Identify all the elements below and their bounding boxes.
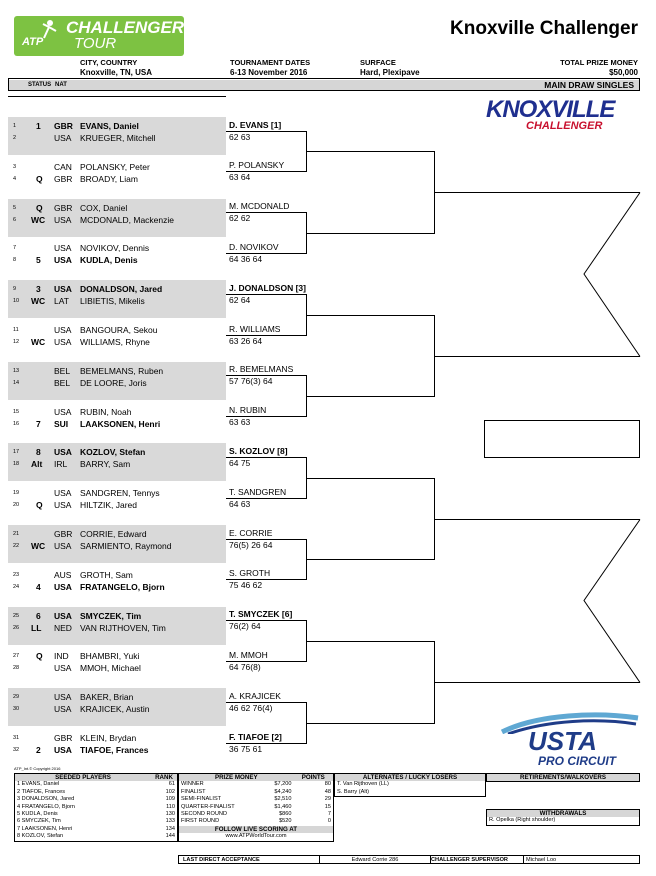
supervisor-label: CHALLENGER SUPERVISOR [431, 857, 508, 863]
player-name: HILTZIK, Jared [80, 500, 137, 511]
retirements-table [486, 773, 640, 782]
draw-position: 4 [13, 175, 17, 182]
prize-money: $860 [279, 811, 292, 818]
withdrawal-row [487, 817, 640, 825]
prize-row [179, 804, 334, 811]
prize-points: 0 [327, 818, 331, 825]
draw-position: 22 [13, 543, 20, 549]
player-status: 5 [36, 255, 41, 266]
draw-position: 25 [13, 612, 20, 619]
follow-label: FOLLOW LIVE SCORING AT [179, 826, 334, 833]
player-nat: BEL [54, 365, 71, 376]
seed-name: 6 SMYCZEK, Tim [17, 818, 61, 825]
bracket-line [306, 396, 434, 397]
bracket-line [226, 375, 306, 376]
seed-row [15, 811, 178, 818]
draw-position: 10 [13, 298, 20, 305]
status-column-label: STATUS [28, 82, 52, 88]
round1-score: 64 75 [229, 458, 251, 468]
player-nat: AUS [54, 569, 72, 580]
round1-winner: R. WILLIAMS [229, 324, 281, 334]
bracket-line [226, 743, 306, 744]
player-status: WC [31, 296, 46, 307]
logo-main-text: CHALLENGER [66, 18, 185, 37]
draw-position: 9 [13, 286, 17, 293]
prize-points: 29 [324, 796, 331, 803]
last-da-label: LAST DIRECT ACCEPTANCE [183, 857, 260, 863]
player-nat: BEL [54, 377, 71, 388]
draw-position: 8 [13, 257, 17, 264]
player-nat: USA [54, 663, 72, 674]
bracket-line [306, 641, 434, 642]
withdrawals-table [486, 809, 640, 826]
draw-position: 15 [13, 408, 20, 415]
seed-name: 4 FRATANGELO, Bjorn [17, 803, 75, 810]
seed-row [15, 789, 178, 796]
draw-position: 26 [13, 624, 20, 631]
draw-position: 28 [13, 665, 20, 672]
seed-name: 2 TIAFOE, Frances [17, 788, 66, 795]
round1-score: 63 64 [229, 172, 251, 182]
round1-score: 75 46 62 [229, 580, 263, 590]
player-name: RUBIN, Noah [80, 406, 132, 417]
alternate-name: S. Barry (Alt) [337, 788, 370, 795]
logo-sub-text: TOUR [74, 35, 117, 52]
player-name: LIBIETIS, Mikelis [80, 296, 145, 307]
prize-round: FIRST ROUND [181, 818, 220, 825]
prize-round: WINNER [181, 781, 204, 788]
seed-row [15, 833, 178, 841]
player-status: Q [36, 500, 43, 511]
seed-rank: 110 [166, 803, 175, 810]
round1-winner: D. EVANS [1] [229, 120, 282, 130]
player-status: 7 [36, 418, 41, 429]
seed-rank: 61 [168, 781, 175, 788]
prize-money-table [178, 773, 334, 842]
prize-row [179, 818, 334, 825]
player-name: BROADY, Liam [80, 173, 138, 184]
copyright: ATP_Int.© Copyright 2016 [14, 766, 61, 771]
prize-money-header: PRIZE MONEY [179, 774, 294, 782]
champion-box [484, 420, 640, 458]
player-status: WC [31, 541, 46, 551]
draw-position: 27 [13, 653, 20, 660]
player-status: WC [31, 337, 46, 347]
draw-position: 7 [13, 245, 17, 252]
withdrawals-header: WITHDRAWALS [487, 810, 640, 818]
bracket-line [226, 131, 306, 132]
player-nat: USA [54, 243, 72, 254]
player-name: SMYCZEK, Tim [80, 610, 142, 621]
player-name: FRATANGELO, Bjorn [80, 581, 165, 592]
player-nat: GBR [54, 529, 73, 539]
draw-position: 12 [13, 339, 20, 345]
draw-position: 32 [13, 747, 20, 753]
prize-round: FINALIST [181, 788, 206, 795]
bracket-line [226, 171, 306, 172]
round1-score: 46 62 76(4) [229, 703, 273, 713]
player-nat: USA [54, 255, 72, 266]
player-name: LAAKSONEN, Henri [80, 418, 161, 429]
player-nat: IND [54, 651, 69, 662]
prize-label: TOTAL PRIZE MONEY [560, 58, 638, 67]
player-status: Q [36, 173, 43, 184]
bracket-line [226, 539, 306, 540]
bracket-line [306, 151, 434, 152]
draw-position: 11 [13, 327, 19, 333]
player-status: Q [36, 202, 43, 213]
alternates-header: ALTERNATES / LUCKY LOSERS [335, 774, 486, 782]
bracket-line [306, 315, 434, 316]
round1-score: 36 75 61 [229, 744, 263, 754]
player-name: GROTH, Sam [80, 569, 133, 580]
player-nat: GBR [54, 121, 73, 131]
round1-score: 63 26 64 [229, 336, 263, 346]
seed-row [15, 781, 178, 788]
semifinal-connector [484, 519, 644, 684]
alternates-table [334, 773, 486, 797]
seed-row [15, 804, 178, 811]
bracket-line [306, 723, 434, 724]
player-status: Q [36, 651, 43, 662]
bracket-line [226, 498, 306, 499]
player-nat: SUI [54, 418, 69, 429]
player-name: TIAFOE, Frances [80, 745, 149, 755]
player-name: COX, Daniel [80, 202, 128, 213]
player-status: WC [31, 214, 46, 225]
player-name: POLANSKY, Peter [80, 161, 150, 172]
seed-row [15, 796, 178, 803]
round1-score: 76(5) 26 64 [229, 540, 273, 550]
player-status: Alt [31, 459, 43, 470]
city-value: Knoxville, TN, USA [80, 68, 153, 77]
bracket-line [226, 702, 306, 703]
player-nat: USA [54, 447, 72, 458]
draw-header-bar [8, 80, 640, 90]
player-status: 1 [36, 121, 41, 131]
seed-name: 7 LAAKSONEN, Henri [17, 825, 73, 832]
round1-score: 64 76(8) [229, 662, 261, 672]
usta-logo-text: USTA [528, 726, 597, 756]
draw-position: 18 [13, 461, 20, 468]
prize-money: $4,240 [274, 788, 292, 795]
player-nat: IRL [54, 459, 68, 470]
seed-name: 3 DONALDSON, Jared [17, 796, 75, 803]
player-nat: GBR [54, 202, 73, 213]
draw-position: 14 [13, 379, 20, 386]
prize-round: SEMI-FINALIST [181, 796, 222, 803]
seed-name: 5 KUDLA, Denis [17, 811, 58, 818]
round1-winner: M. MMOH [229, 650, 268, 660]
player-nat: USA [54, 581, 72, 592]
bracket-line [226, 620, 306, 621]
draw-position: 17 [13, 449, 20, 456]
prize-money: $1,460 [274, 803, 292, 810]
player-nat: USA [54, 406, 72, 417]
player-name: VAN RIJTHOVEN, Tim [80, 622, 166, 633]
player-name: BAKER, Brian [80, 692, 134, 703]
prize-points: 80 [324, 781, 331, 788]
points-header: POINTS [294, 774, 334, 782]
prize-row [179, 811, 334, 818]
player-nat: GBR [54, 733, 73, 743]
prize-row [179, 796, 334, 803]
round1-score: 62 62 [229, 213, 251, 223]
round1-winner: D. NOVIKOV [229, 242, 279, 252]
last-da-row [178, 855, 640, 864]
bracket-line [226, 416, 306, 417]
player-status: 2 [36, 745, 41, 755]
seed-rank: 102 [165, 788, 175, 795]
player-name: KLEIN, Brydan [80, 733, 137, 743]
draw-position: 23 [13, 571, 20, 578]
city-label: CITY, COUNTRY [80, 58, 138, 67]
prize-points: 15 [324, 803, 331, 810]
player-nat: LAT [54, 296, 69, 307]
bracket-line [226, 661, 306, 662]
draw-position: 13 [13, 367, 20, 374]
draw-position: 24 [13, 583, 20, 590]
bracket-line [306, 233, 434, 234]
seed-row [15, 826, 178, 833]
draw-position: 20 [13, 502, 20, 509]
prize-round: QUARTER-FINALIST [181, 803, 235, 810]
player-name: BARRY, Sam [80, 459, 131, 470]
round1-winner: S. GROTH [229, 568, 271, 578]
draw-position: 3 [13, 163, 17, 170]
player-status: 6 [36, 610, 41, 621]
player-name: BHAMBRI, Yuki [80, 651, 140, 662]
player-nat: USA [54, 133, 72, 143]
draw-position: 19 [13, 490, 20, 497]
dates-label: TOURNAMENT DATES [230, 58, 311, 67]
player-nat: USA [54, 337, 72, 347]
pro-circuit-logo-text: PRO CIRCUIT [538, 754, 616, 768]
round1-score: 57 76(3) 64 [229, 376, 273, 386]
prize-round: SECOND ROUND [181, 811, 227, 818]
knoxville-challenger-logo [484, 96, 640, 136]
bracket-line [226, 579, 306, 580]
seed-name: 8 KOZLOV, Stefan [17, 833, 64, 840]
nat-column-label: NAT [55, 82, 67, 88]
player-name: WILLIAMS, Rhyne [80, 337, 150, 347]
surface-label: SURFACE [360, 58, 396, 67]
round1-score: 64 63 [229, 499, 251, 509]
round1-winner: P. POLANSKY [229, 160, 285, 170]
follow-url[interactable]: www.ATPWorldTour.com [225, 833, 287, 840]
draw-position: 5 [13, 204, 17, 211]
prize-points: 7 [327, 811, 331, 818]
round1-score: 62 63 [229, 132, 251, 142]
round1-score: 62 64 [229, 295, 251, 305]
round1-winner: E. CORRIE [229, 528, 273, 538]
seed-rank: 134 [165, 825, 175, 832]
player-status: 4 [36, 581, 41, 592]
seed-rank: 144 [165, 833, 175, 840]
player-nat: USA [54, 704, 72, 715]
bracket-line [226, 212, 306, 213]
player-nat: CAN [54, 161, 72, 172]
alternate-row [335, 781, 486, 788]
player-name: DE LOORE, Joris [80, 377, 147, 388]
player-nat: USA [54, 488, 72, 499]
round1-winner: N. RUBIN [229, 405, 267, 415]
draw-position: 29 [13, 694, 20, 701]
prize-money: $520 [279, 818, 292, 825]
round1-winner: T. SMYCZEK [6] [229, 609, 293, 619]
alternate-row [335, 789, 486, 797]
challenger-tour-logo [14, 16, 184, 56]
player-name: NOVIKOV, Dennis [80, 243, 150, 254]
player-status: LL [31, 622, 42, 633]
prize-money: $7,200 [274, 781, 292, 788]
seed-name: 1 EVANS, Daniel [17, 781, 60, 788]
seed-rank: 133 [165, 818, 175, 825]
usta-pro-circuit-logo [498, 712, 640, 770]
seeded-players-table [14, 773, 178, 842]
player-name: CORRIE, Edward [80, 529, 147, 539]
knoxville-logo-text: KNOXVILLE [486, 96, 615, 123]
player-name: KOZLOV, Stefan [80, 447, 146, 458]
withdrawal-name: R. Opelka (Right shoulder) [489, 817, 556, 824]
draw-position: 21 [13, 531, 20, 537]
bracket-line [226, 294, 306, 295]
seed-row [15, 818, 178, 825]
bracket-line [226, 457, 306, 458]
player-nat: GBR [54, 173, 73, 184]
last-da-value: Edward Corrie 286 [319, 856, 431, 864]
bracket-line [306, 478, 434, 479]
retirements-header: RETIREMENTS/WALKOVERS [487, 774, 640, 782]
player-nat: USA [54, 214, 72, 225]
player-name: BEMELMANS, Ruben [80, 365, 164, 376]
player-name: KRUEGER, Mitchell [80, 133, 156, 143]
player-nat: USA [54, 325, 72, 335]
round1-winner: R. BEMELMANS [229, 364, 294, 374]
round1-score: 64 36 64 [229, 254, 263, 264]
round1-winner: S. KOZLOV [8] [229, 446, 288, 456]
semifinal-connector [484, 192, 644, 358]
tennis-player-icon [34, 18, 64, 40]
round1-score: 63 63 [229, 417, 251, 427]
player-nat: USA [54, 692, 72, 703]
seed-rank: 130 [165, 811, 175, 818]
player-nat: USA [54, 610, 72, 621]
prize-row [179, 789, 334, 796]
prize-money: $2,510 [274, 796, 292, 803]
player-name: BANGOURA, Sekou [80, 325, 158, 335]
rank-header: RANK [151, 774, 178, 782]
dates-value: 6-13 November 2016 [230, 68, 308, 77]
bracket-line [226, 335, 306, 336]
player-status: 8 [36, 447, 41, 458]
draw-position: 6 [13, 216, 17, 223]
player-nat: USA [54, 500, 72, 511]
round1-winner: J. DONALDSON [3] [229, 283, 306, 293]
player-name: DONALDSON, Jared [80, 284, 163, 295]
round1-winner: F. TIAFOE [2] [229, 732, 282, 742]
player-nat: USA [54, 284, 72, 295]
round1-winner: T. SANDGREN [229, 487, 287, 497]
prize-row [179, 781, 334, 788]
player-nat: USA [54, 745, 72, 755]
draw-position: 1 [13, 123, 17, 129]
player-name: MCDONALD, Mackenzie [80, 214, 174, 225]
prize-value: $50,000 [609, 68, 638, 77]
player-name: EVANS, Daniel [80, 121, 139, 131]
round1-winner: A. KRAJICEK [229, 691, 281, 701]
draw-position: 31 [13, 735, 20, 741]
player-name: MMOH, Michael [80, 663, 141, 674]
surface-value: Hard, Plexipave [360, 68, 420, 77]
bracket-line [306, 559, 434, 560]
draw-position: 30 [13, 706, 20, 713]
alternate-name: T. Van Rijthoven (LL) [337, 781, 389, 788]
round1-winner: M. MCDONALD [229, 201, 290, 211]
player-name: KRAJICEK, Austin [80, 704, 150, 715]
player-name: KUDLA, Denis [80, 255, 138, 266]
player-name: SANDGREN, Tennys [80, 488, 160, 499]
logo-atp-text: ATP [22, 36, 44, 48]
player-nat: USA [54, 541, 72, 551]
prize-points: 48 [324, 788, 331, 795]
seeded-header: SEEDED PLAYERS [15, 774, 152, 782]
page-title: Knoxville Challenger [450, 18, 638, 39]
seed-rank: 109 [165, 796, 175, 803]
draw-name: MAIN DRAW SINGLES [544, 80, 634, 90]
bracket-line [226, 253, 306, 254]
challenger-logo-text: CHALLENGER [526, 120, 603, 132]
supervisor-value: Michael Loo [523, 856, 556, 864]
draw-position: 2 [13, 135, 17, 141]
player-name: SARMIENTO, Raymond [80, 541, 172, 551]
player-status: 3 [36, 284, 41, 295]
draw-position: 16 [13, 420, 20, 427]
round1-score: 76(2) 64 [229, 621, 261, 631]
player-nat: NED [54, 622, 72, 633]
